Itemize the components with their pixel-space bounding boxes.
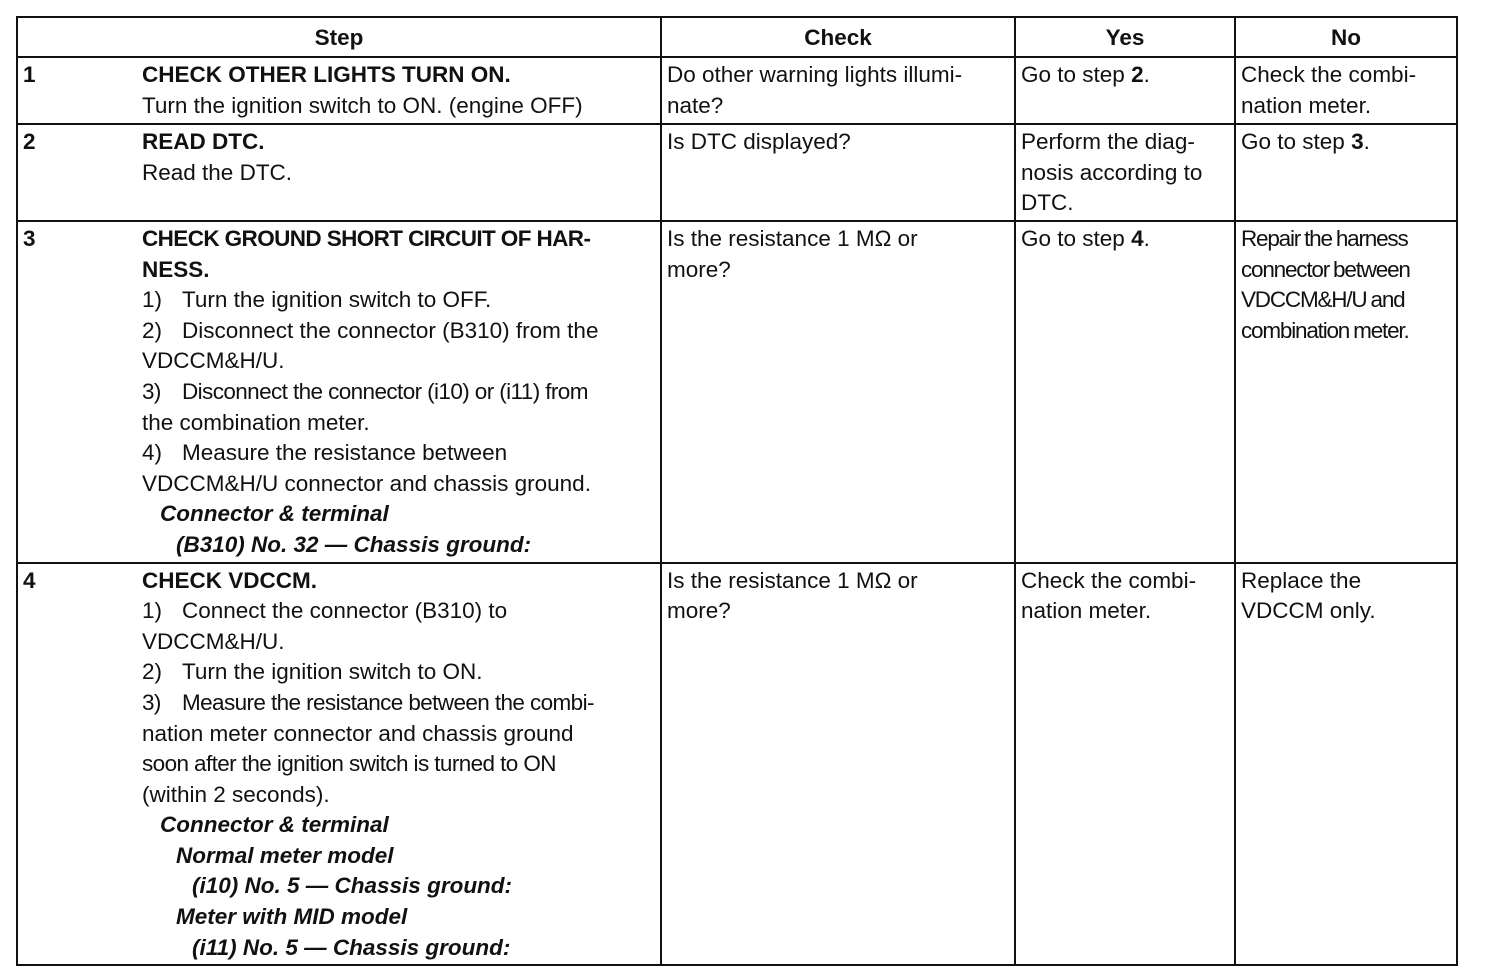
substep-text: Disconnect the connector (i10) or (i11) from: [182, 378, 588, 404]
diagnostic-table: [16, 16, 1458, 966]
no-text: Go to step: [1241, 129, 1352, 154]
spec-heading: Connector & terminal: [160, 812, 389, 838]
substep-number: 4): [142, 440, 163, 466]
check-cell: [661, 221, 1015, 563]
table-header-row: [17, 17, 1457, 57]
step-title-cont: NESS.: [142, 256, 210, 282]
no-text-line: nation meter.: [1241, 92, 1372, 118]
substep-number: 3): [142, 689, 161, 715]
step-cell: [17, 124, 661, 221]
spec-model: Normal meter model: [176, 842, 394, 868]
check-cell: [661, 563, 1015, 966]
no-text-line: combination meter.: [1241, 317, 1409, 343]
substep-number: 3): [142, 378, 161, 404]
spec-heading: Connector & terminal: [160, 501, 389, 527]
yes-text-line: DTC.: [1021, 190, 1074, 216]
no-cell: [1235, 563, 1457, 966]
step-title: READ DTC.: [142, 129, 265, 154]
step-number: 3: [23, 226, 36, 251]
substep-text: Turn the ignition switch to ON.: [182, 659, 483, 685]
yes-cell: [1015, 563, 1235, 966]
substep-number: 1): [142, 598, 163, 624]
substep-continuation: nation meter connector and chassis ground: [142, 720, 574, 746]
check-text-line: Is the resistance 1 MΩ or: [667, 567, 918, 593]
yes-cell: [1015, 124, 1235, 221]
check-cell: [661, 124, 1015, 221]
substep: [142, 688, 655, 719]
substep-continuation: the combination meter.: [142, 409, 370, 435]
step-reference: 2: [1131, 62, 1144, 87]
table-row-step-4: [17, 563, 1457, 966]
table-row-step-3: [17, 221, 1457, 563]
substep: [142, 316, 655, 347]
step-instruction: Turn the ignition switch to ON. (engine OFF): [142, 92, 583, 118]
yes-text-line: nation meter.: [1021, 598, 1152, 624]
substep-text: Turn the ignition switch to OFF.: [182, 287, 492, 313]
step-number: 1: [23, 62, 36, 87]
header-yes: Yes: [1015, 17, 1235, 57]
no-cell: [1235, 221, 1457, 563]
step-title: CHECK OTHER LIGHTS TURN ON.: [142, 62, 511, 87]
check-text-line: Is DTC displayed?: [667, 129, 851, 154]
check-text-line: more?: [667, 256, 731, 282]
substep: [142, 438, 655, 469]
no-text-line: VDCCM&H/U and: [1241, 287, 1405, 313]
step-reference: 4: [1131, 226, 1144, 251]
substep-text: Measure the resistance between the combi-: [182, 689, 594, 715]
step-number: 4: [23, 567, 36, 593]
substep-continuation: VDCCM&H/U connector and chassis ground.: [142, 470, 591, 496]
step-title: CHECK VDCCM.: [142, 567, 318, 593]
step-cell: [17, 563, 661, 966]
spec-terminal: (i10) No. 5 — Chassis ground:: [192, 873, 513, 899]
spec-model: Meter with MID model: [176, 904, 408, 930]
substep-continuation: VDCCM&H/U.: [142, 348, 285, 374]
header-no: No: [1235, 17, 1457, 57]
table-row-step-1: [17, 57, 1457, 124]
no-text-line: Check the combi-: [1241, 62, 1417, 87]
check-text-line: Is the resistance 1 MΩ or: [667, 226, 918, 251]
substep-continuation: (within 2 seconds).: [142, 781, 330, 807]
substep-number: 2): [142, 659, 163, 685]
step-instruction: Read the DTC.: [142, 159, 293, 185]
substep-number: 2): [142, 317, 163, 343]
substep: [142, 596, 655, 627]
substep-continuation: soon after the ignition switch is turned to ON: [142, 751, 556, 777]
no-text-line: Repair the harness: [1241, 226, 1408, 251]
yes-cell: [1015, 221, 1235, 563]
yes-text-line: Check the combi-: [1021, 567, 1197, 593]
yes-text-end: .: [1143, 62, 1150, 87]
check-text-line: nate?: [667, 92, 724, 118]
substep-continuation: VDCCM&H/U.: [142, 628, 285, 654]
step-reference: 3: [1351, 129, 1364, 154]
step-title: CHECK GROUND SHORT CIRCUIT OF HAR-: [142, 226, 591, 251]
step-cell: [17, 221, 661, 563]
check-text-line: more?: [667, 598, 731, 624]
substep-text: Measure the resistance between: [182, 440, 508, 466]
substep: [142, 377, 655, 408]
substep-number: 1): [142, 287, 163, 313]
spec-terminal: (B310) No. 32 — Chassis ground:: [176, 531, 532, 557]
table-row-step-2: [17, 124, 1457, 221]
yes-text-line: Perform the diag-: [1021, 129, 1195, 154]
yes-text: Go to step: [1021, 62, 1132, 87]
yes-text-end: .: [1143, 226, 1150, 251]
header-check: Check: [661, 17, 1015, 57]
yes-text: Go to step: [1021, 226, 1132, 251]
no-text-line: connector between: [1241, 256, 1410, 282]
no-text-line: VDCCM only.: [1241, 598, 1376, 624]
check-text-line: Do other warning lights illumi-: [667, 62, 963, 87]
no-cell: [1235, 124, 1457, 221]
substep: [142, 285, 655, 316]
step-cell: [17, 57, 661, 124]
yes-cell: [1015, 57, 1235, 124]
substep-text: Connect the connector (B310) to: [182, 598, 508, 624]
check-cell: [661, 57, 1015, 124]
spec-terminal: (i11) No. 5 — Chassis ground:: [192, 934, 511, 960]
no-cell: [1235, 57, 1457, 124]
header-step: Step: [17, 17, 661, 57]
no-text-line: Replace the: [1241, 567, 1362, 593]
no-text-end: .: [1363, 129, 1370, 154]
yes-text-line: nosis according to: [1021, 159, 1203, 185]
substep-text: Disconnect the connector (B310) from the: [182, 317, 599, 343]
substep: [142, 657, 655, 688]
step-number: 2: [23, 129, 36, 154]
